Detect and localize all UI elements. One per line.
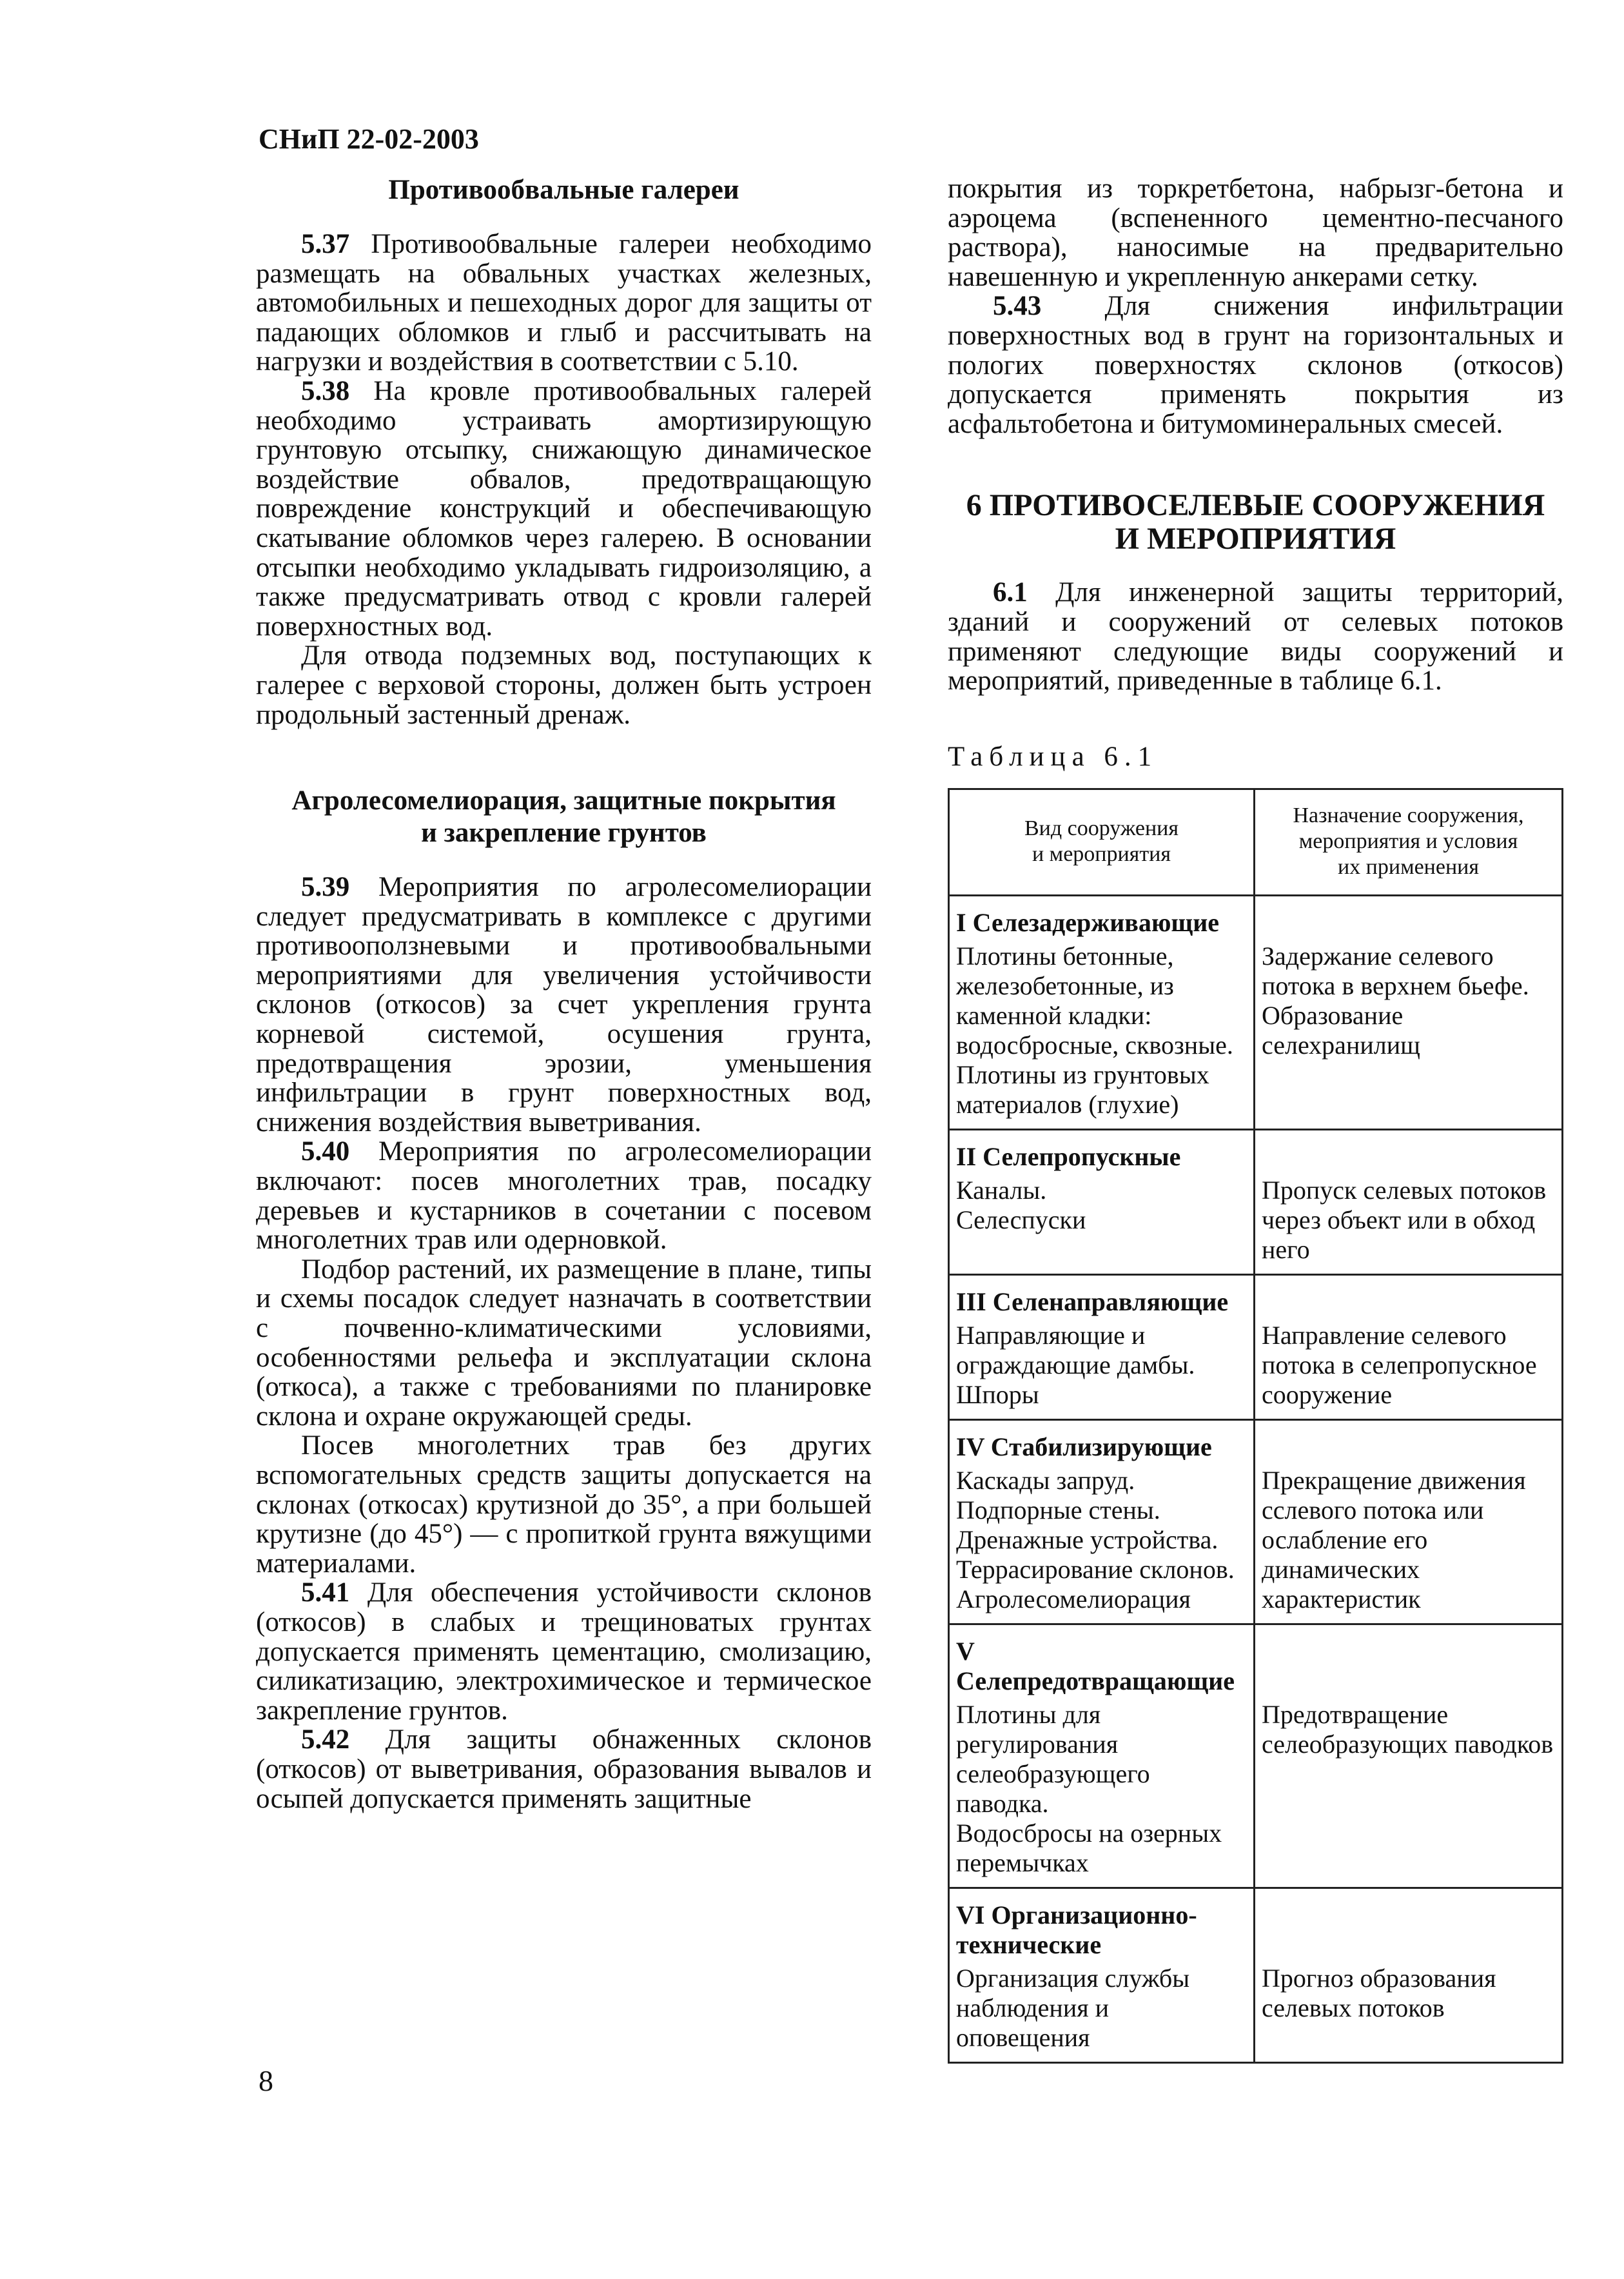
- paragraph-6-1: [948, 578, 1563, 695]
- left-column: [256, 174, 872, 1813]
- cell-text: Предотвращение селеобразующих паводков: [1262, 1699, 1554, 1759]
- cell-text: Водосбросы на озерных перемычках: [956, 1818, 1222, 1877]
- table-group-row: [949, 1419, 1563, 1462]
- paragraph-text: Для инженерной защиты территорий, зданий и сооружений от селевых потоков применяют следующие виды сооружений и мероприятий, приведенные в таблице 6.1.: [948, 577, 1563, 696]
- paragraph-text: Для обеспечения устойчивости склонов (откосов) в слабых и трещиноватых грунтах допускается применять цементацию, смолизацию, силикатизацию, электрохимическое и термическое закрепление грунтов.: [256, 1577, 872, 1726]
- table-cell: [949, 1960, 1255, 2063]
- table-row: [949, 1317, 1563, 1420]
- chapter-title-line: И МЕРОПРИЯТИЯ: [1115, 522, 1396, 557]
- document-header: СНиП 22-02-2003: [259, 123, 479, 155]
- cell-text: Селеспуски: [956, 1205, 1086, 1234]
- group-title: III Селенаправляющие: [949, 1274, 1255, 1317]
- paragraph-5-39: [256, 873, 872, 1137]
- group-title-empty: [1255, 1129, 1563, 1172]
- paragraph-5-42: [256, 1725, 872, 1813]
- table-header-row: [949, 789, 1563, 895]
- cell-text: Плотины бетонные, железобетонные, из каменной кладки: водосбросные, сквозные.: [956, 941, 1233, 1060]
- header-text: Назначение сооружения,: [1293, 803, 1524, 827]
- section-title-line: и закрепление грунтов: [421, 818, 707, 849]
- cell-text: Задержание селевого потока в верхнем бьефе.: [1262, 941, 1529, 1000]
- table-group-row: [949, 895, 1563, 938]
- table-group-row: [949, 1274, 1563, 1317]
- table-cell: [1255, 938, 1563, 1130]
- cell-text: Направление селевого потока в селепропускное сооружение: [1262, 1320, 1537, 1409]
- cell-text: Прекращение движения сслевого потока или ослабление его динамических характеристик: [1262, 1465, 1526, 1613]
- paragraph-text: Мероприятия по агролесомелиорации следует предусматривать в комплексе с другими противооползневыми и противообвальными мероприятиями для увеличения устойчивости склонов (откосов) за счет укрепления грунта корневой системой, осушения грунта, предотвращения эрозии, уменьшения инфильтрации в грунт поверхностных вод, снижения воздействия выветривания.: [256, 872, 872, 1138]
- group-title: V Селепредотвращающие: [949, 1624, 1255, 1696]
- table-row: [949, 938, 1563, 1130]
- table-cell: [1255, 1696, 1563, 1888]
- cell-text: Плотины из грунтовых материалов (глухие): [956, 1060, 1209, 1119]
- table-header-cell: [949, 789, 1255, 895]
- group-title-empty: [1255, 1274, 1563, 1317]
- header-text: Вид сооружения: [1024, 816, 1179, 840]
- cell-text: Организация службы наблюдения и оповещения: [956, 1963, 1190, 2052]
- cell-text: Подпорные стены.: [956, 1495, 1160, 1524]
- cell-text: Пропуск селевых потоков через объект или в обход него: [1262, 1175, 1547, 1264]
- clause-number: 5.41: [301, 1577, 350, 1608]
- cell-text: Образование селехранилищ: [1262, 1000, 1420, 1060]
- chapter-title-line: 6 ПРОТИВОСЕЛЕВЫЕ СООРУЖЕНИЯ: [966, 488, 1545, 523]
- table-cell: [1255, 1172, 1563, 1275]
- table-row: [949, 1696, 1563, 1888]
- clause-number: 6.1: [993, 577, 1028, 608]
- clause-number: 5.43: [993, 291, 1042, 322]
- paragraph-5-38: [256, 377, 872, 641]
- clause-number: 5.38: [301, 375, 350, 406]
- group-title-empty: [1255, 1419, 1563, 1462]
- paragraph-text: Противообвальные галереи необходимо размещать на обвальных участках железных, автомобильных и пешеходных дорог для защиты от падающих обломков и глыб и рассчитывать на нагрузки и воздействия в соответствии с 5.10.: [256, 229, 872, 377]
- paragraph-5-38-drainage: Для отвода подземных вод, поступающих к галерее с верховой стороны, должен быть устроен продольный застенный дренаж.: [256, 640, 872, 730]
- group-title: IV Стабилизирующие: [949, 1419, 1255, 1462]
- header-text: их применения: [1337, 854, 1479, 879]
- paragraph-5-40: [256, 1137, 872, 1254]
- group-title: II Селепропускные: [949, 1129, 1255, 1172]
- table-group-row: [949, 1888, 1563, 1960]
- paragraph-5-40-grass: Посев многолетних трав без других вспомогательных средств защиты допускается на склонах (откосах) крутизной до 35°, а при большей крутизне (до 45°) — с пропиткой грунта вяжущими материалами.: [256, 1430, 872, 1579]
- cell-text: Каскады запруд.: [956, 1465, 1135, 1495]
- group-title: VI Организационно-технические: [949, 1888, 1255, 1960]
- header-text: и мероприятия: [1032, 842, 1171, 866]
- table-cell: [1255, 1960, 1563, 2063]
- cell-text: Террасирование склонов.: [956, 1554, 1235, 1584]
- cell-text: Шпоры: [956, 1379, 1039, 1409]
- header-text: мероприятия и условия: [1298, 829, 1518, 853]
- chapter-title: [948, 489, 1563, 556]
- section-title-agroforestry: [256, 785, 872, 849]
- cell-text: Направляющие и ограждающие дамбы.: [956, 1320, 1195, 1379]
- group-title-empty: [1255, 1624, 1563, 1696]
- right-column: [948, 174, 1563, 2064]
- section-title-line: Агролесомелиорация, защитные покрытия: [291, 785, 836, 816]
- cell-text: Агролесомелиорация: [956, 1584, 1191, 1613]
- table-row: [949, 1172, 1563, 1275]
- paragraph-5-43: [948, 291, 1563, 439]
- table-cell: [949, 1696, 1255, 1888]
- paragraph-5-40-plants: Подбор растений, их размещение в плане, типы и схемы посадок следует назначать в соответствии с почвенно-климатическими условиями, особенностями рельефа и эксплуатации склона (откоса), а также с требованиями по планировке склона и охране окружающей среды.: [256, 1254, 872, 1432]
- cell-text: Дренажные устройства.: [956, 1524, 1218, 1554]
- table-cell: [949, 1172, 1255, 1275]
- clause-number: 5.39: [301, 872, 350, 903]
- table-cell: [949, 1462, 1255, 1624]
- paragraph-text: Мероприятия по агролесомелиорации включают: посев многолетних трав, посадку деревьев и кустарников в сочетании с посевом многолетних трав или одерновкой.: [256, 1136, 872, 1256]
- clause-number: 5.40: [301, 1136, 350, 1167]
- paragraph-text: На кровле противообвальных галерей необходимо устраивать амортизирующую грунтовую отсыпку, снижающую динамическое воздействие обвалов, предотвращающую повреждение конструкций и обеспечивающую скатывание обломков через галерею. В основании отсыпки необходимо укладывать гидроизоляцию, а также предусматривать отвод с кровли галерей поверхностных вод.: [256, 375, 872, 642]
- group-title-empty: [1255, 895, 1563, 938]
- clause-number: 5.42: [301, 1724, 350, 1755]
- table-group-row: [949, 1624, 1563, 1696]
- group-title: I Селезадерживающие: [949, 895, 1255, 938]
- group-title-empty: [1255, 1888, 1563, 1960]
- table-row: [949, 1462, 1563, 1624]
- paragraph-5-42-continued: покрытия из торкретбетона, набрызг-бетона и аэроцема (вспененного цементно-песчаного раствора), наносимые на предварительно навешенную и укрепленную анкерами сетку.: [948, 173, 1563, 292]
- table-header-cell: [1255, 789, 1563, 895]
- table-cell: [1255, 1317, 1563, 1420]
- paragraph-5-37: [256, 230, 872, 377]
- table-cell: [949, 1317, 1255, 1420]
- paragraph-text: Для снижения инфильтрации поверхностных вод в грунт на горизонтальных и пологих поверхностях склонов (откосов) допускается применять покрытия из асфальтобетона и битумоминеральных смесей.: [948, 291, 1563, 439]
- mudflow-measures-table: [948, 788, 1563, 2064]
- table-cell: [1255, 1462, 1563, 1624]
- cell-text: Каналы.: [956, 1175, 1047, 1205]
- paragraph-text: Для защиты обнаженных склонов (откосов) от выветривания, образования вывалов и осыпей допускается применять защитные: [256, 1724, 872, 1814]
- clause-number: 5.37: [301, 229, 350, 259]
- paragraph-5-41: [256, 1578, 872, 1725]
- cell-text: Плотины для регулирования селеобразующего паводка.: [956, 1699, 1150, 1818]
- table-group-row: [949, 1129, 1563, 1172]
- table-caption: Таблица 6.1: [948, 741, 1159, 772]
- page-number: 8: [259, 2064, 273, 2097]
- table-cell: [949, 938, 1255, 1130]
- cell-text: Прогноз образования селевых потоков: [1262, 1963, 1496, 2022]
- table-row: [949, 1960, 1563, 2063]
- section-title-galleries: Противообвальные галереи: [388, 175, 739, 205]
